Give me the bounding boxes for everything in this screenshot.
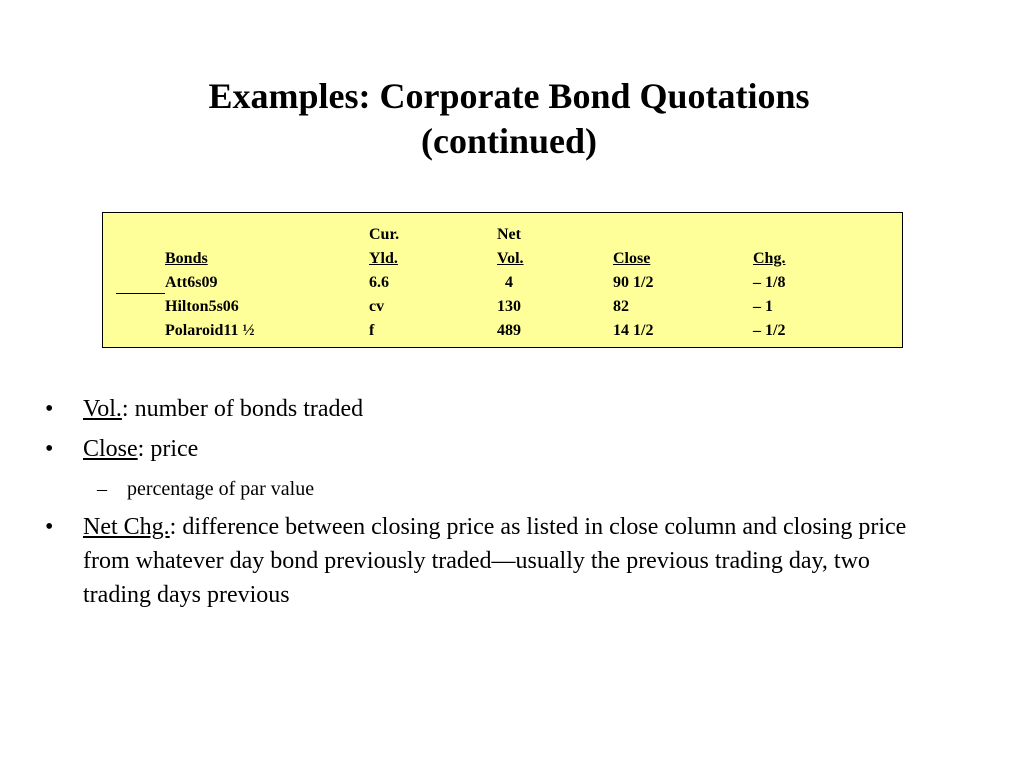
row-3-yld: f xyxy=(369,322,375,339)
row-1-yld: 6.6 xyxy=(369,274,389,291)
definition-net-chg: : difference between closing price as listed in close column and closing price from whatever day bond previously traded—usually the previous trading day, two trading days previous xyxy=(83,514,907,608)
row-3-bond: Polaroid11 ½ xyxy=(165,322,255,339)
row-1-bond: Att6s09 xyxy=(165,274,218,291)
slide-title xyxy=(0,74,1018,164)
row-3-close: 14 1/2 xyxy=(613,322,654,339)
term-net-chg: Net Chg. xyxy=(83,514,170,540)
header-bonds: Bonds xyxy=(165,250,208,267)
row-1-chg: – 1/8 xyxy=(753,274,786,291)
row-3-vol: 489 xyxy=(497,322,521,339)
bullet-icon: • xyxy=(45,436,54,462)
sub-bullet-item xyxy=(97,476,315,502)
term-vol: Vol. xyxy=(83,396,122,422)
header-vol: Vol. xyxy=(497,250,524,267)
bullet-item-net-chg xyxy=(45,510,943,612)
bond-quote-table xyxy=(102,212,903,348)
bullet-item-close xyxy=(45,432,943,466)
row-1-close: 90 1/2 xyxy=(613,274,654,291)
header-close: Close xyxy=(613,250,651,267)
row-2-vol: 130 xyxy=(497,298,521,315)
bullet-icon: • xyxy=(45,514,54,540)
header-cur: Cur. xyxy=(369,226,400,243)
row-2-bond: Hilton5s06 xyxy=(165,298,239,315)
definition-vol: : number of bonds traded xyxy=(121,396,364,422)
title-line-2: (continued) xyxy=(420,121,597,161)
row-2-yld: cv xyxy=(369,298,385,315)
row-1-vol: 4 xyxy=(497,274,513,291)
bullet-item-vol xyxy=(45,392,943,426)
row-2-close: 82 xyxy=(613,298,629,315)
term-close: Close xyxy=(83,436,138,462)
header-net: Net xyxy=(497,226,521,243)
sub-bullet-text: percentage of par value xyxy=(127,478,315,500)
header-chg: Chg. xyxy=(753,250,786,267)
row-lead-line xyxy=(116,293,165,294)
bullet-icon: • xyxy=(45,396,54,422)
title-line-1: Examples: Corporate Bond Quotations xyxy=(208,76,810,116)
row-2-chg: – 1 xyxy=(753,298,773,315)
row-3-chg: – 1/2 xyxy=(753,322,786,339)
definition-close: : price xyxy=(137,436,199,462)
dash-icon: – xyxy=(97,478,107,500)
header-yld: Yld. xyxy=(369,250,398,267)
